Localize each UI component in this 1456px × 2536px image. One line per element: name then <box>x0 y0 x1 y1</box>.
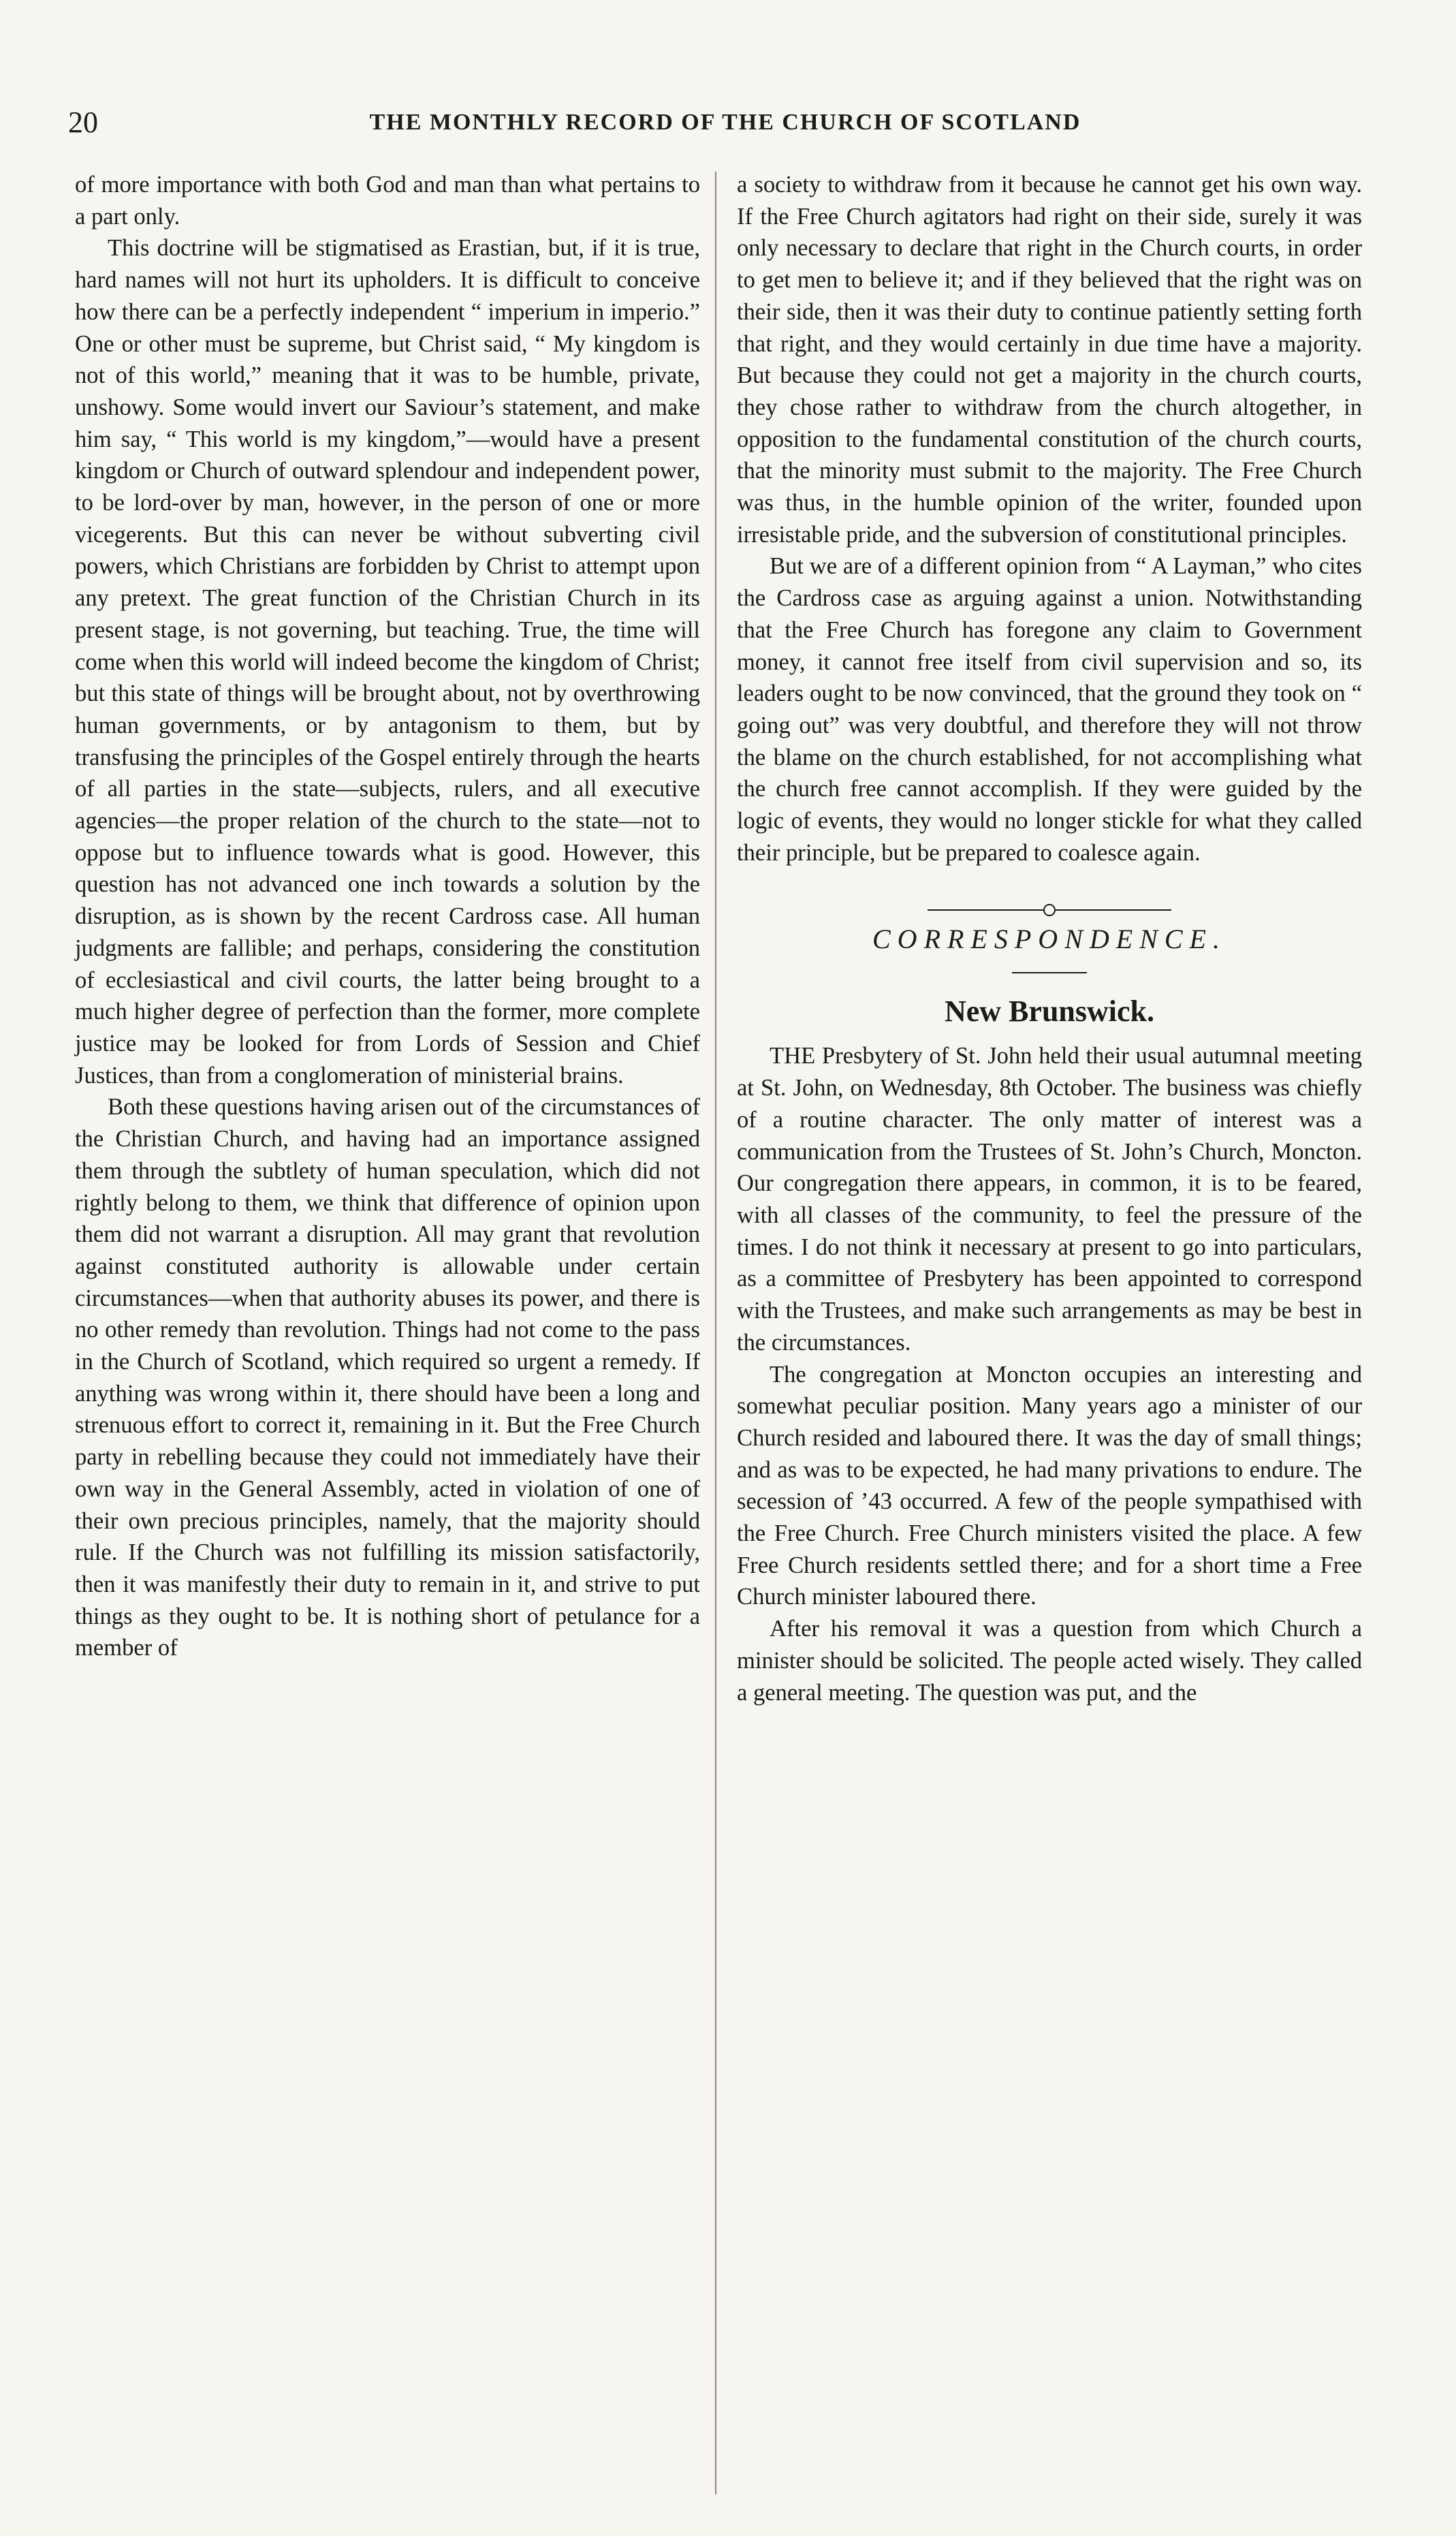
column-divider <box>715 172 716 2494</box>
subsection-title: New Brunswick. <box>944 995 1155 1029</box>
paragraph: THE Presbytery of St. John held their usual autumnal meeting at St. John, on Wednesday, 8th October. The business was chiefly of a routine character. The only matter of interest was a communication from the Trustees of St. John’s Church, Moncton. Our congregation there appears, in common, it is to be feared, with all classes of the community, to feel the pressure of the times. I do not think it necessary at present to go into particulars, as a committee of Presbytery has been appointed to correspond with the Trustees, and make such arrangements as may be best in the circumstances. <box>737 1043 1362 1356</box>
section-title: CORRESPONDENCE. <box>872 924 1226 955</box>
paragraph: a society to withdraw from it because he cannot get his own way. If the Free Church agitators had right on their side, surely it was only necessary to declare that right in the Church courts, in order to get men to believe it; and if they believed that the right was on their side, then it was their duty to continue patiently setting forth that right, and they would certainly in due time have a majority. But because they could not get a majority in the church courts, they chose rather to withdraw from the church altogether, in opposition to the fundamental constitution of the church courts, that the minority must submit to the majority. The Free Church was thus, in the humble opinion of the writer, founded upon irresistable pride, and the subversion of constitutional principles. <box>737 172 1362 548</box>
section-ornament <box>737 892 1362 905</box>
running-title: THE MONTHLY RECORD OF THE CHURCH OF SCOTLAND <box>369 110 1081 135</box>
page-number: 20 <box>68 106 98 139</box>
left-column <box>75 169 700 2499</box>
paragraph: Both these questions having arisen out of the circumstances of the Christian Church, and having had an importance assigned them through the subtlety of human speculation, which did not rightly belong to them, we think that difference of opinion upon them did not warrant a disruption. All may grant that revolution against constituted authority is allowable under certain circumstances—when that authority abuses its power, and there is no other remedy than revolution. Things had not come to the pass in the Church of Scotland, which required so urgent a remedy. If anything was wrong within it, there should have been a long and strenuous effort to correct it, remaining in it. But the Free Church party in rebelling because they could not immediately have their own way in the General Assembly, acted in violation of one of their own precious principles, namely, that the majority should rule. If the Church was not fulfilling its mission satisfactorily, then it was manifestly their duty to remain in it, and strive to put things as they ought to be. It is nothing short of petulance for a member of <box>75 1094 700 1661</box>
paragraph: This doctrine will be stigmatised as Erastian, but, if it is true, hard names will not hurt its upholders. It is difficult to conceive how there can be a perfectly independent “ imperium in imperio.” One or other must be supreme, but Christ said, “ My kingdom is not of this world,” meaning that it was to be humble, private, unshowy. Some would invert our Saviour’s statement, and make him say, “ This world is my kingdom,”—would have a present kingdom or Church of outward splendour and independent power, to be lord-over by man, however, in the person of one or more vicegerents. But this can never be without subverting civil powers, which Christians are forbidden by Christ to attempt upon any pretext. The great function of the Christian Church in its present stage, is not governing, but teaching. True, the time will come when this world will indeed become the kingdom of Christ; but this state of things will be brought about, not by overthrowing human governments, or by antagonism to them, but by transfusing the principles of the Gospel entirely through the hearts of all parties in the state—subjects, rulers, and all executive agencies—the proper relation of the church to the state—not to oppose but to influence towards what is good. However, this question has not advanced one inch towards a solution by the disruption, as is shown by the recent Cardross case. All human judgments are fallible; and perhaps, considering the constitution of ecclesiastical and civil courts, the latter being brought to a much higher degree of perfection than the former, more complete justice may be looked for from Lords of Session and Chief Justices, than from a conglomeration of ministerial brains. <box>75 235 700 1089</box>
paragraph: But we are of a different opinion from “ A Layman,” who cites the Cardross case as arguing against a union. Notwithstanding that the Free Church has foregone any claim to Government money, it cannot free itself from civil supervision and so, its leaders ought to be now convinced, that the ground they took on “ going out” was very doubtful, and therefore they will not throw the blame on the church established, for not accomplishing what the church free cannot accomplish. If they were guided by the logic of events, they would no longer stickle for what they called their principle, but be prepared to coalesce again. <box>737 553 1362 866</box>
section-rule <box>1012 972 1087 973</box>
page-header <box>68 102 1382 143</box>
right-column <box>737 169 1362 2499</box>
paragraph: After his removal it was a question from which Church a minister should be solicited. The people acted wisely. They called a general meeting. The question was put, and the <box>737 1616 1362 1706</box>
paragraph: of more importance with both God and man than what pertains to a part only. <box>75 172 700 230</box>
paragraph: The congregation at Moncton occupies an interesting and somewhat peculiar position. Many years ago a minister of our Church resided and laboured there. It was the day of small things; and as was to be expected, he had many privations to endure. The secession of ’43 occurred. A few of the people sympathised with the Free Church. Free Church ministers visited the place. A few Free Church residents settled there; and for a short time a Free Church minister laboured there. <box>737 1361 1362 1610</box>
